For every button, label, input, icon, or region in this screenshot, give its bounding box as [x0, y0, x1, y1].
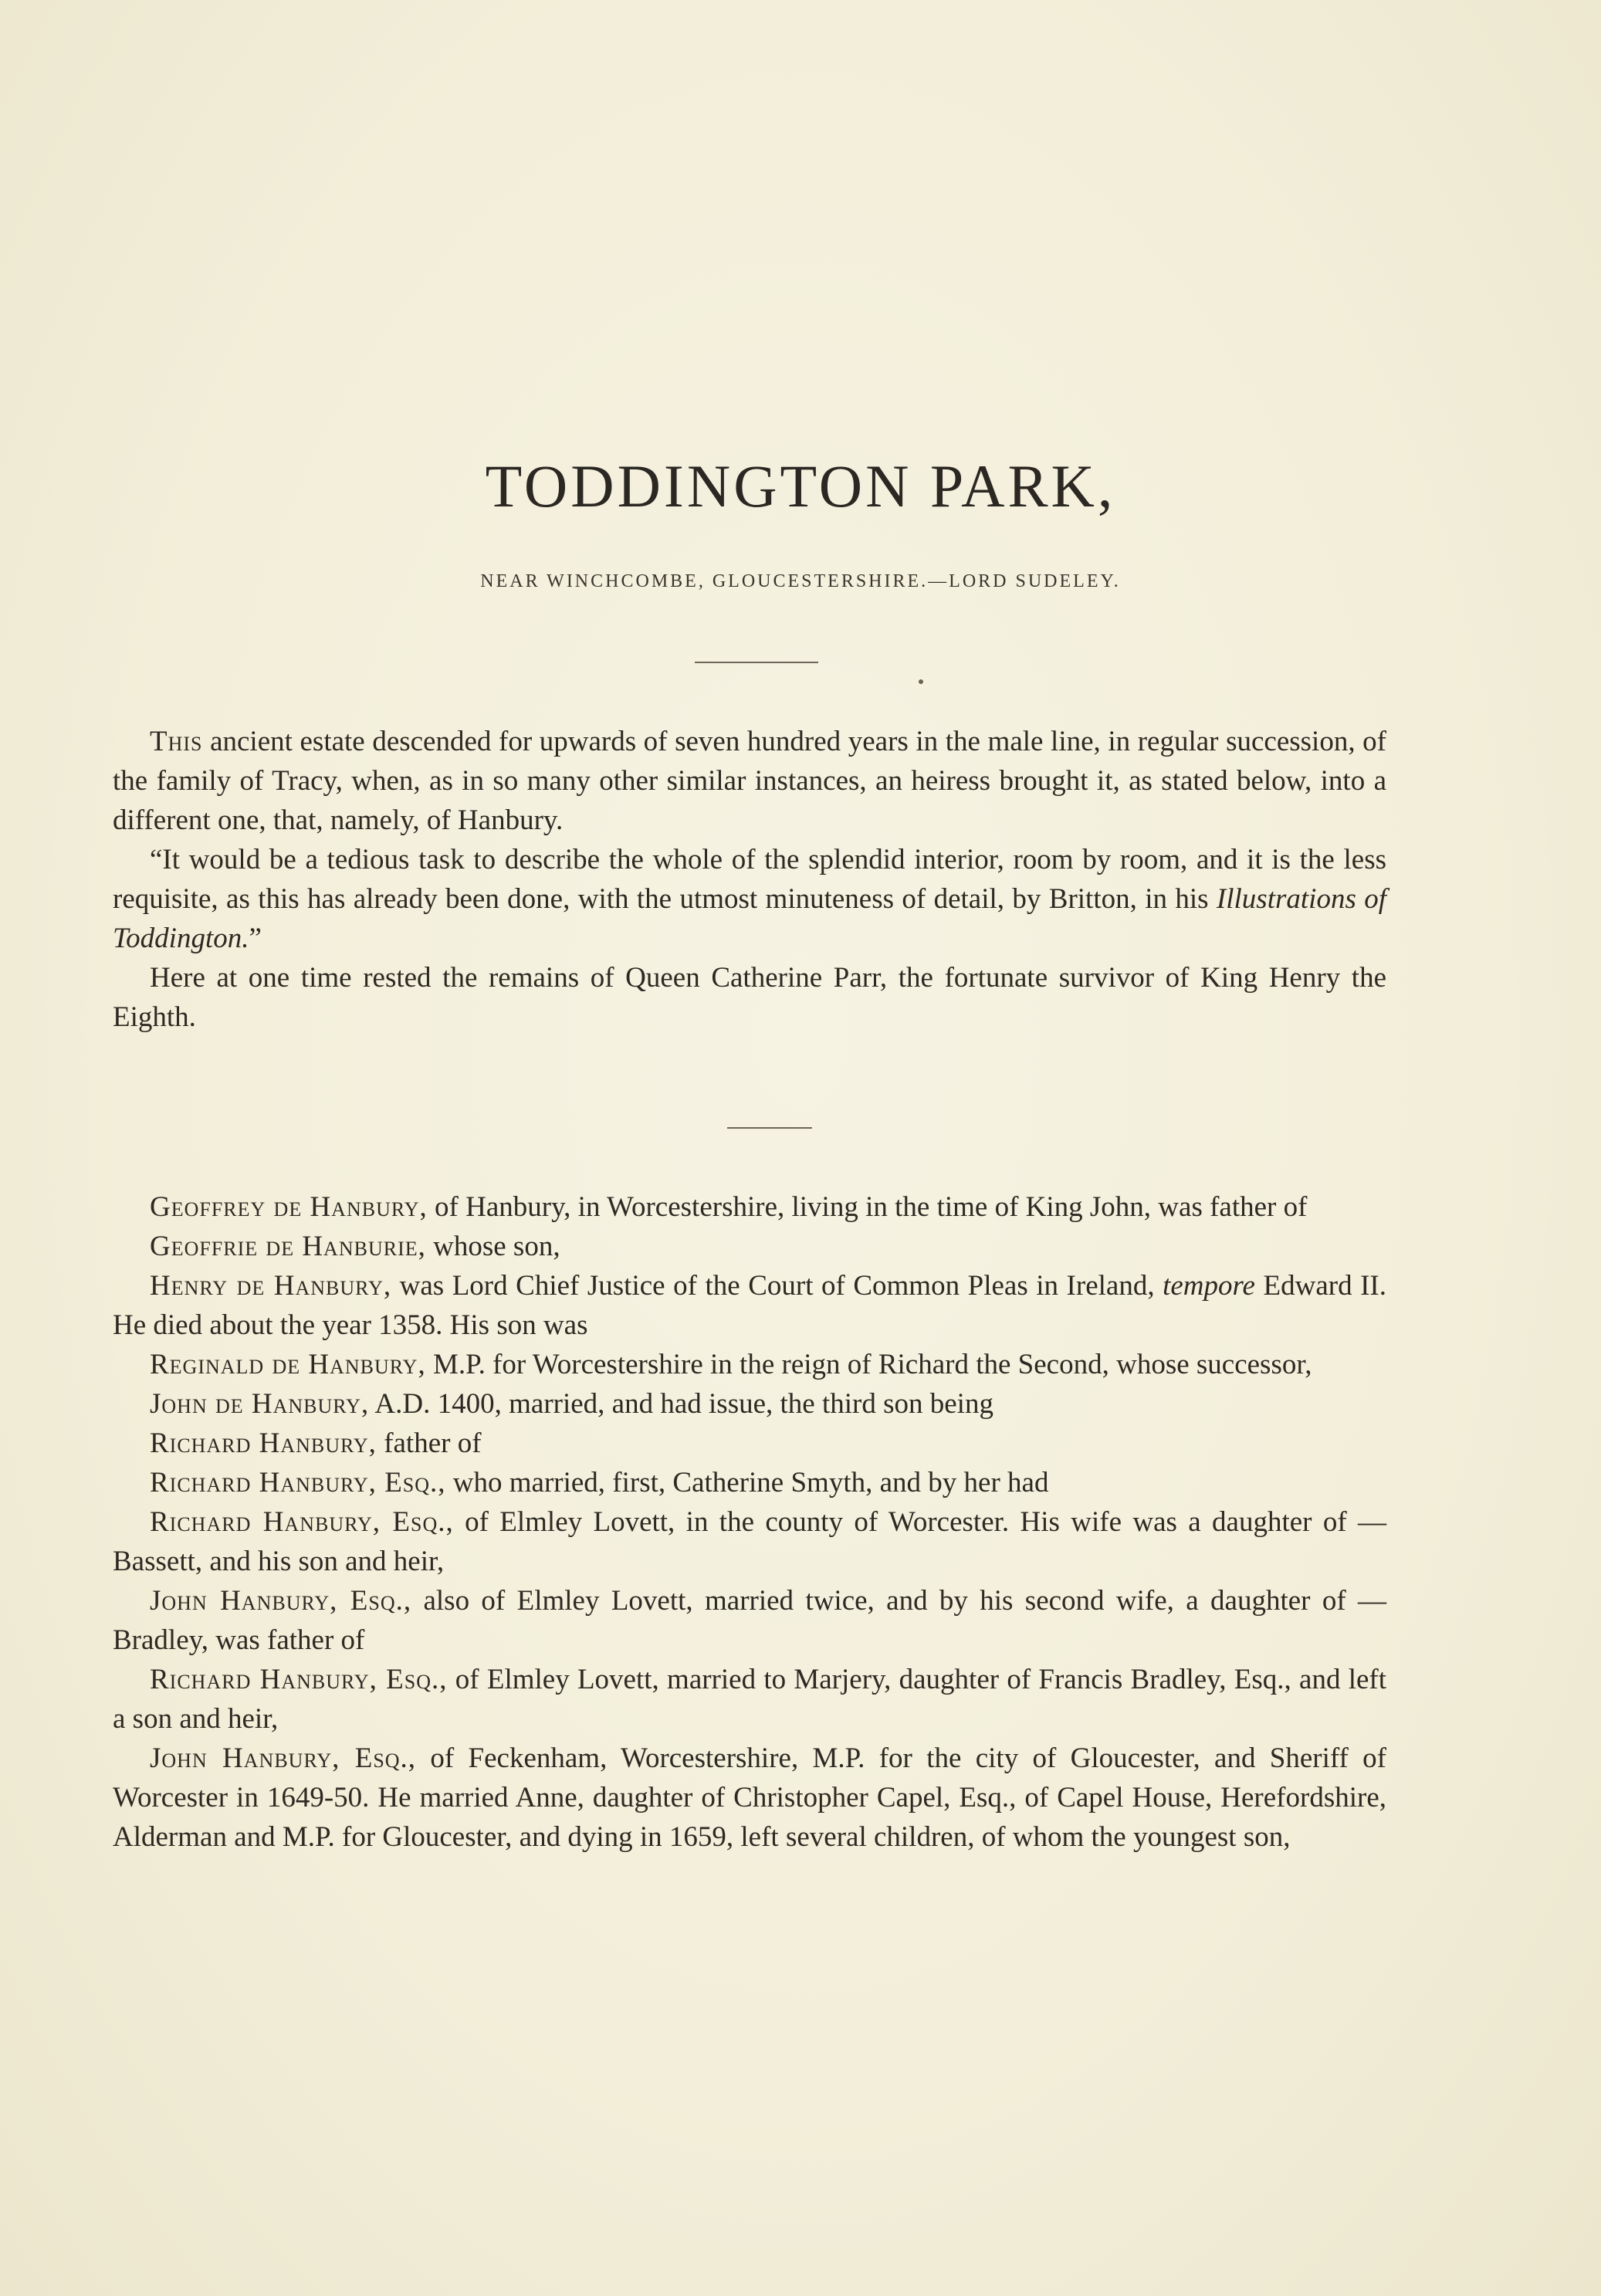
- page-subtitle: NEAR WINCHCOMBE, GLOUCESTERSHIRE.—LORD SUDELEY.: [480, 571, 1121, 591]
- book-title-italic: Illustrations of Toddington.: [113, 883, 1386, 954]
- section-divider-rule: [727, 1127, 812, 1129]
- intro-paragraph-1-text: ancient estate descended for upwards of seven hundred years in the male line, in regular succession, of the family of Tracy, when, as in so many other similar instances, an heiress brought it, as stated below, into a different one, that, namely, of Hanbury.: [113, 726, 1386, 836]
- lineage-title: Esq.,: [377, 1664, 448, 1695]
- drop-word: This: [150, 726, 203, 757]
- lineage-name: John Hanbury,: [150, 1742, 340, 1774]
- lineage-text: whose son,: [425, 1231, 560, 1262]
- lineage-text-cont: Edward II. He died about the year 1358. His son was: [113, 1270, 1386, 1341]
- lineage-entry: [113, 1424, 1386, 1463]
- lineage-text: also of Elmley Lovett, married twice, and by his second wife, a daughter of — Bradley, was father of: [113, 1585, 1387, 1656]
- lineage-text: of Elmley Lovett, married to Marjery, daughter of Francis Bradley, Esq., and left a son and heir,: [113, 1664, 1386, 1735]
- lineage-name: Henry de Hanbury,: [150, 1270, 392, 1302]
- lineage-name: Reginald de Hanbury,: [150, 1349, 426, 1380]
- lineage-text: of Feckenham, Worcestershire, M.P. for the city of Gloucester, and Sheriff of Worcester in 1649-50. He married Anne, daughter of Christopher Capel, Esq., of Capel House, Herefordshire, Alderman and M.P. for Gloucester, and dying in 1659, left several children, of whom the youngest son,: [113, 1742, 1386, 1853]
- lineage-name: Geoffrie de Hanburie,: [150, 1231, 426, 1262]
- lineage-text: of Hanbury, in Worcestershire, living in the time of King John, was father of: [427, 1191, 1308, 1223]
- lineage-text: who married, first, Catherine Smyth, and by her had: [445, 1467, 1049, 1498]
- intro-section: [113, 722, 1386, 1037]
- paper-speck: [919, 679, 923, 684]
- lineage-entry: [113, 1384, 1386, 1424]
- lineage-text: of Elmley Lovett, in the county of Worcester. His wife was a daughter of — Bassett, and his son and heir,: [113, 1506, 1386, 1577]
- lineage-title: Esq.,: [337, 1585, 412, 1617]
- lineage-entry: [113, 1227, 1386, 1266]
- lineage-text: was Lord Chief Justice of the Court of Common Pleas in Ireland,: [391, 1270, 1163, 1302]
- lineage-name: Richard Hanbury,: [150, 1427, 377, 1459]
- lineage-title: Esq.,: [340, 1742, 417, 1774]
- intro-paragraph-2-end: ”: [249, 923, 262, 954]
- lineage-name: Richard Hanbury,: [150, 1467, 377, 1498]
- intro-paragraph-2-text: “It would be a tedious task to describe the whole of the splendid interior, room by room, and it is the less requisite, as this has already been done, with the utmost minuteness of detail, by Britton, in his: [113, 844, 1386, 915]
- lineage-entry: [113, 1502, 1386, 1581]
- lineage-name: Geoffrey de Hanbury,: [150, 1191, 428, 1223]
- lineage-title: Esq.,: [381, 1506, 454, 1538]
- lineage-name: Richard Hanbury,: [150, 1506, 381, 1538]
- lineage-entry: [113, 1266, 1386, 1345]
- latin-term: tempore: [1163, 1270, 1255, 1302]
- lineage-entry: [113, 1187, 1386, 1227]
- intro-paragraph-2: [113, 840, 1386, 958]
- lineage-text: A.D. 1400, married, and had issue, the third son being: [369, 1388, 993, 1420]
- lineage-entry: [113, 1463, 1386, 1502]
- lineage-section: [113, 1187, 1386, 1857]
- intro-paragraph-3: [113, 958, 1386, 1037]
- lineage-entry: [113, 1345, 1386, 1384]
- lineage-entry: [113, 1660, 1386, 1739]
- lineage-text: father of: [376, 1427, 482, 1459]
- divider-rule: [695, 662, 818, 663]
- lineage-title: Esq.,: [376, 1467, 446, 1498]
- lineage-name: John de Hanbury,: [150, 1388, 370, 1420]
- lineage-name: Richard Hanbury,: [150, 1664, 377, 1695]
- page-title: TODDINGTON PARK,: [485, 452, 1116, 520]
- lineage-entry: [113, 1581, 1386, 1660]
- intro-paragraph-1: [113, 722, 1386, 840]
- lineage-name: John Hanbury,: [150, 1585, 338, 1617]
- lineage-entry: [113, 1739, 1386, 1857]
- lineage-text: M.P. for Worcestershire in the reign of Richard the Second, whose successor,: [425, 1349, 1312, 1380]
- intro-paragraph-3-text: Here at one time rested the remains of Queen Catherine Parr, the fortunate survivor of King Henry the Eighth.: [113, 962, 1386, 1033]
